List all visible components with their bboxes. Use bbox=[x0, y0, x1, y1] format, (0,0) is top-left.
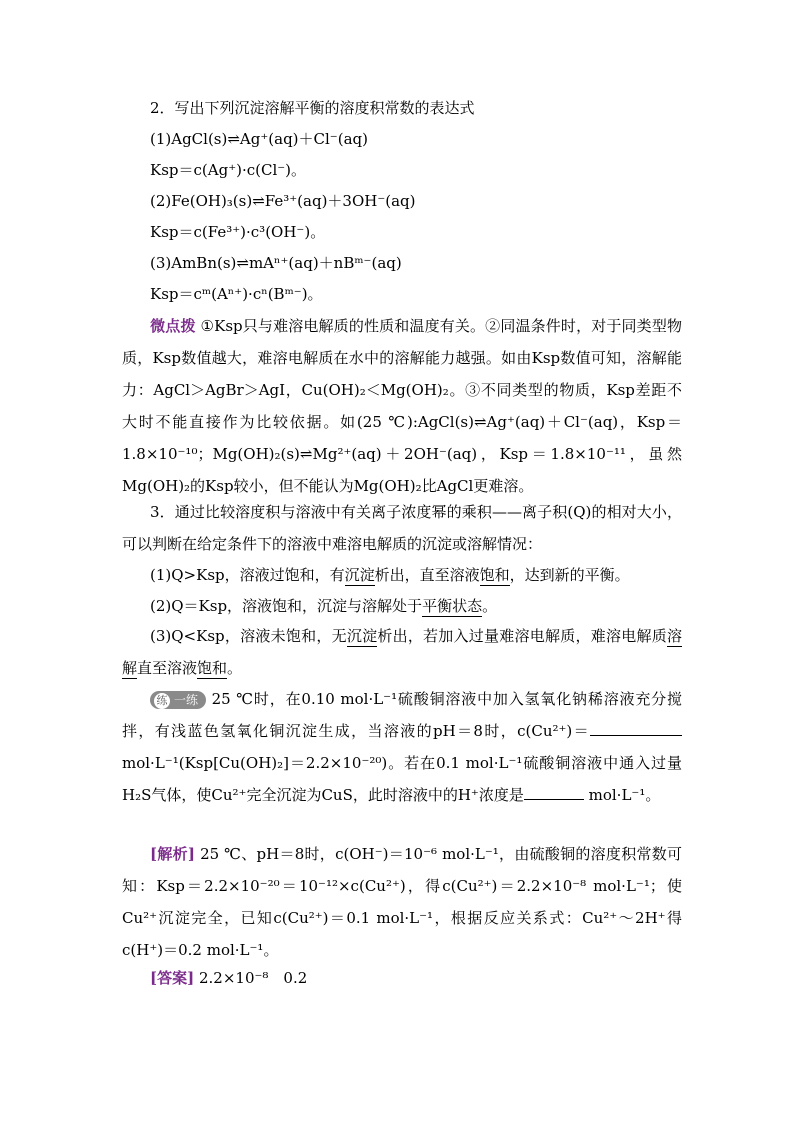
condition-1-underline-1: 沉淀 bbox=[344, 566, 375, 584]
condition-1-underline-2: 饱和 bbox=[479, 566, 510, 584]
condition-3-text-c: 直至溶液 bbox=[137, 659, 198, 677]
condition-3-underline-2: 溶解 bbox=[122, 627, 682, 677]
practice-question bbox=[122, 683, 682, 811]
answer-text: 2.2×10⁻⁸ 0.2 bbox=[198, 969, 308, 987]
section2-heading: 2．写出下列沉淀溶解平衡的溶度积常数的表达式 bbox=[150, 99, 475, 117]
condition-3-text-d: 。 bbox=[227, 659, 243, 677]
ksp-expression-2: Ksp＝c(Fe³⁺)·c³(OH⁻)。 bbox=[150, 223, 326, 241]
equation-2: (2)Fe(OH)₃(s)⇌Fe³⁺(aq)＋3OH⁻(aq) bbox=[150, 192, 416, 210]
condition-2 bbox=[150, 595, 497, 617]
condition-3-text-a: (3)Q<Ksp，溶液未饱和，无 bbox=[150, 627, 347, 645]
practice-badge-icon: 练 bbox=[154, 693, 170, 709]
section3-intro-text: 3．通过比较溶度积与溶液中有关离子浓度幂的乘积——离子积(Q)的相对大小，可以判断在给定条件下的溶液中难溶电解质的沉淀或溶解情况： bbox=[122, 503, 682, 553]
answer-blank-1 bbox=[590, 721, 682, 736]
condition-3 bbox=[122, 620, 682, 684]
equation-1: (1)AgCl(s)⇌Ag⁺(aq)＋Cl⁻(aq) bbox=[150, 130, 368, 148]
condition-1-text-a: (1)Q>Ksp，溶液过饱和，有 bbox=[150, 566, 345, 584]
ksp-expression-3: Ksp＝cᵐ(Aⁿ⁺)·cⁿ(Bᵐ⁻)。 bbox=[150, 285, 323, 303]
analysis-label: [解析] bbox=[150, 845, 196, 863]
condition-1-text-b: 析出，直至溶液 bbox=[374, 566, 480, 584]
condition-1-text-c: ，达到新的平衡。 bbox=[509, 566, 630, 584]
tip-label: 微点拨 bbox=[150, 317, 196, 335]
condition-2-text-b: 。 bbox=[482, 597, 498, 615]
answer-line bbox=[150, 967, 307, 989]
practice-text-2: mol·L⁻¹(Ksp[Cu(OH)₂]＝2.2×10⁻²⁰)。若在0.1 mol·L⁻¹硫酸铜溶液中通入过量H₂S气体，使Cu²⁺完全沉淀为CuS，此时溶液中的H⁺浓度是 bbox=[122, 754, 682, 804]
ksp-expression-1: Ksp＝c(Ag⁺)·c(Cl⁻)。 bbox=[150, 161, 307, 179]
practice-text-1: 25 ℃时，在0.10 mol·L⁻¹硫酸铜溶液中加入氢氧化钠稀溶液充分搅拌，有浅蓝色氢氧化铜沉淀生成，当溶液的pH＝8时，c(Cu²⁺)＝ bbox=[122, 690, 682, 740]
condition-3-underline-3: 饱和 bbox=[197, 659, 228, 677]
practice-badge bbox=[150, 691, 206, 709]
analysis-text: 25 ℃、pH＝8时，c(OH⁻)＝10⁻⁶ mol·L⁻¹，由硫酸铜的溶度积常数可知：Ksp＝2.2×10⁻²⁰＝10⁻¹²×c(Cu²⁺)，得c(Cu²⁺)＝2.2×10⁻⁸ mol·L⁻¹；使Cu²⁺沉淀完全，已知c(Cu²⁺)＝0.1 mol·L⁻¹，根据反应关系式：Cu²⁺～2H⁺得c(H⁺)＝0.2 mol·L⁻¹。 bbox=[122, 845, 682, 959]
practice-badge-label: 一练 bbox=[174, 693, 199, 707]
condition-2-text-a: (2)Q＝Ksp，溶液饱和，沉淀与溶解处于 bbox=[150, 597, 423, 615]
equation-3: (3)AmBn(s)⇌mAⁿ⁺(aq)＋nBᵐ⁻(aq) bbox=[150, 254, 402, 272]
tip-paragraph bbox=[122, 310, 682, 502]
condition-3-underline-1: 沉淀 bbox=[346, 627, 378, 645]
section3-intro bbox=[122, 496, 682, 560]
condition-2-underline-1: 平衡状态 bbox=[422, 597, 483, 615]
condition-1 bbox=[150, 564, 630, 586]
condition-3-text-b: 析出，若加入过量难溶电解质，难溶电解质 bbox=[377, 627, 667, 645]
answer-blank-2 bbox=[524, 785, 584, 800]
practice-text-3: mol·L⁻¹。 bbox=[583, 786, 661, 804]
answer-label: [答案] bbox=[150, 969, 195, 987]
analysis-paragraph bbox=[122, 838, 682, 966]
tip-text: ①Ksp只与难溶电解质的性质和温度有关。②同温条件时，对于同类型物质，Ksp数值越大，难溶电解质在水中的溶解能力越强。如由Ksp数值可知，溶解能力：AgCl＞AgBr＞AgI，Cu(OH)₂＜Mg(OH)₂。③不同类型的物质，Ksp差距不大时不能直接作为比较依据。如(25 ℃):AgCl(s)⇌Ag⁺(aq)＋Cl⁻(aq)，Ksp＝1.8×10⁻¹⁰；Mg(OH)₂(s)⇌Mg²⁺(aq)＋2OH⁻(aq)，Ksp＝1.8×10⁻¹¹，虽然Mg(OH)₂的Ksp较小，但不能认为Mg(OH)₂比AgCl更难溶。 bbox=[122, 317, 682, 495]
